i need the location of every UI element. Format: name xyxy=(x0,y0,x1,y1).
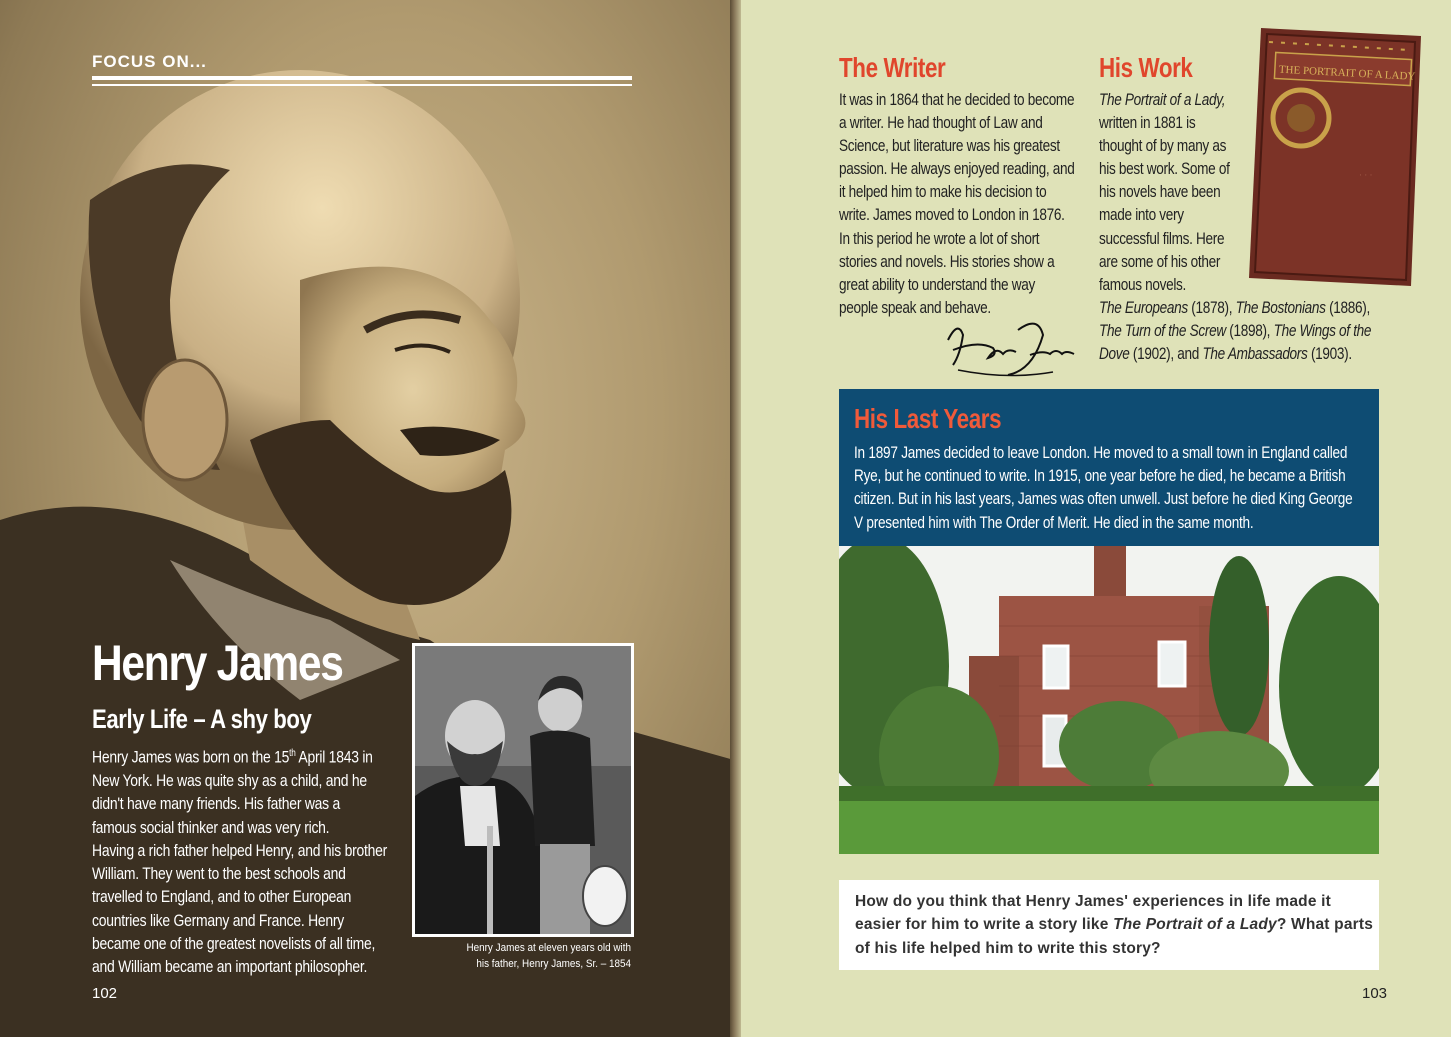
rye-house-photo xyxy=(839,546,1379,854)
page-number-right: 103 xyxy=(1362,985,1388,1002)
header-rule-thin xyxy=(92,84,632,86)
page-number-left: 102 xyxy=(92,985,118,1002)
header-rule xyxy=(92,76,632,80)
discussion-question: How do you think that Henry James' experiences in life made it easier for him to write a story like The Portrait of a Lady? What parts of his life helped him to write this story? xyxy=(855,893,1374,957)
father-son-photo xyxy=(412,643,634,937)
writer-heading: The Writer xyxy=(839,52,946,83)
early-life-heading: Early Life – A shy boy xyxy=(92,704,312,734)
portrait-of-a-lady-book xyxy=(1249,28,1421,286)
bio-paragraph-1: Henry James was born on the 15th April 1843 in New York. He was quite shy as a child, and he didn't have many friends. His father was a famous social thinker and was very rich. xyxy=(92,747,373,837)
writer-text: It was in 1864 that he decided to become a writer. He had thought of Law and Science, but literature was his greatest passion. He always enjoyed reading, and it helped him to make his decision to write. James moved to London in 1876. In this period he wrote a lot of short stories and novels. His stories show a great ability to understand the way people speak and behave. xyxy=(839,90,1075,317)
work-text: The Portrait of a Lady, written in 1881 is thought of by many as his best work. Some of his novels have been made into very successful films. Here are some of his other famous novels. xyxy=(1099,90,1230,294)
photo-caption: Henry James at eleven years old with his father, Henry James, Sr. – 1854 xyxy=(466,942,631,970)
work-heading: His Work xyxy=(1099,52,1193,83)
bio-paragraph-2: Having a rich father helped Henry, and his brother William. They went to the best schools and travelled to England, and to other European countries like Germany and France. Henry became one of the greatest novelists of all time, and William became an important philosopher. xyxy=(92,840,388,977)
section-label: FOCUS ON... xyxy=(92,52,207,71)
svg-text:· · ·: · · · xyxy=(1359,170,1373,180)
page-title: Henry James xyxy=(92,635,343,691)
novels-list: The Europeans (1878), The Bostonians (1886), The Turn of the Screw (1898), The Wings of the Dove (1902), and The Ambassadors (1903). xyxy=(1099,298,1372,364)
last-years-text: In 1897 James decided to leave London. He moved to a small town in England called Rye, but he continued to write. In 1915, one year before he died, he became a British citizen. But in his last years, James was often unwell. Just before he died King George V presented him with The Order of Merit. He died in the same month. xyxy=(854,443,1353,532)
book-cover-title: THE PORTRAIT OF A LADY xyxy=(1278,63,1416,83)
last-years-heading: His Last Years xyxy=(854,403,1002,434)
henry-james-signature xyxy=(938,310,1078,382)
early-life-text xyxy=(92,742,387,979)
